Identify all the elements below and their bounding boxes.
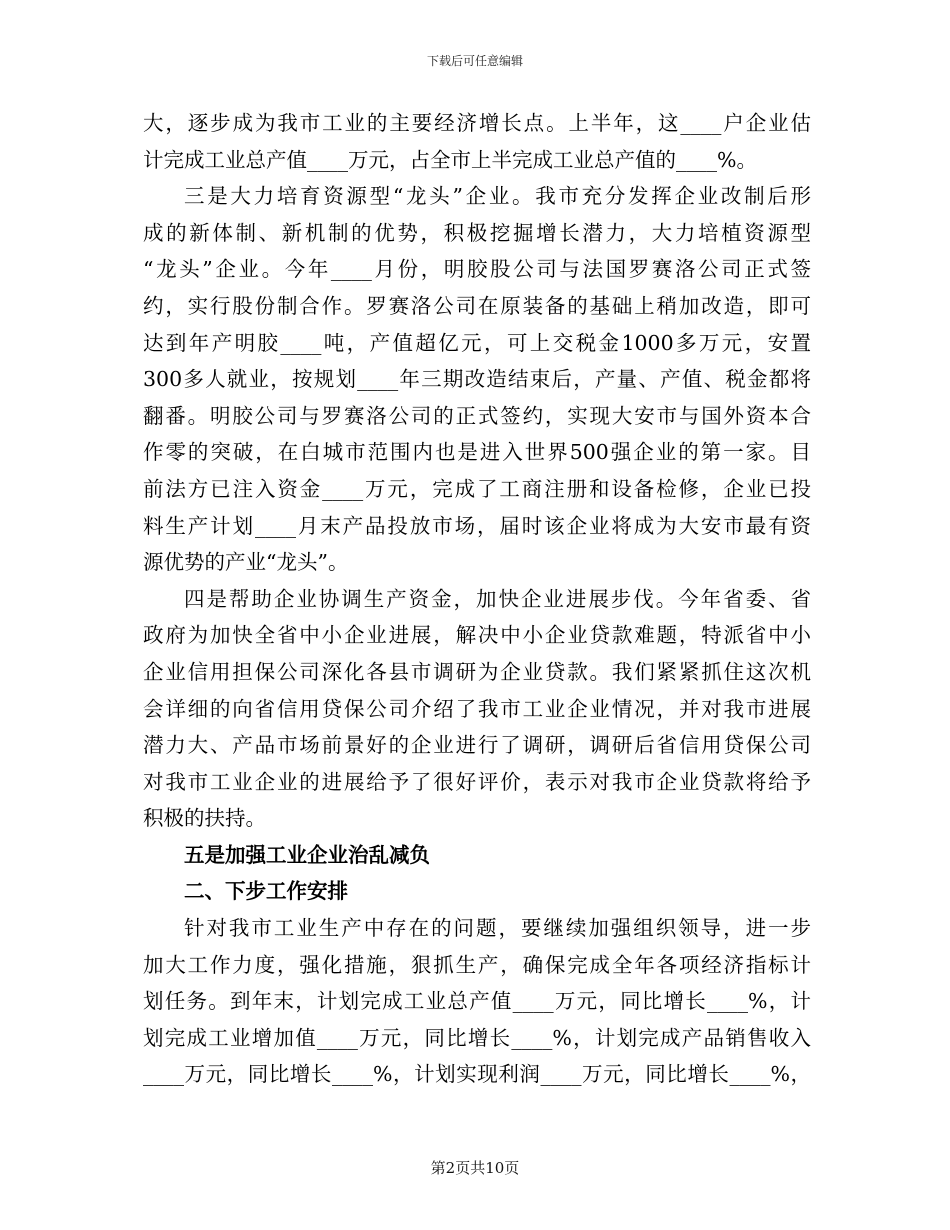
text-line: 300多人就业，按规划____年三期改造结束后，产量、产值、税金都将 [143,367,811,392]
page-footer: 第2页共10页 [430,1159,520,1177]
text-line: 企业信用担保公司深化各县市调研为企业贷款。我们紧紧抓住这次机 [143,659,811,684]
text-line: 针对我市工业生产中存在的问题，要继续加强组织领导，进一步 [184,916,811,941]
text-line: 前法方已注入资金____万元，完成了工商注册和设备检修，企业已投 [143,476,811,501]
text-line: 潜力大、产品市场前景好的企业进行了调研，调研后省信用贷保公司 [143,733,811,758]
text-line: 源优势的产业“龙头”。 [143,550,349,575]
text-line: 对我市工业企业的进展给予了很好评价，表示对我市企业贷款将给予 [143,769,811,794]
text-line: 料生产计划____月末产品投放市场，届时该企业将成为大安市最有资 [143,513,811,538]
text-line: 划完成工业增加值____万元，同比增长____%，计划完成产品销售收入 [143,1025,811,1050]
text-line: 达到年产明胶____吨，产值超亿元，可上交税金1000多万元，安置 [143,330,811,355]
text-line: 约，实行股份制合作。罗赛洛公司在原装备的基础上稍加改造，即可 [143,293,811,318]
text-line: 加大工作力度，强化措施，狠抓生产，确保完成全年各项经济指标计 [143,952,811,977]
text-line: 积极的扶持。 [143,806,266,831]
text-line: 成的新体制、新机制的优势，积极挖掘增长潜力，大力培植资源型 [143,220,811,245]
document-body [143,105,811,1093]
text-line: 会详细的向省信用贷保公司介绍了我市工业企业情况，并对我市进展 [143,696,811,721]
text-line: 翻番。明胶公司与罗赛洛公司的正式签约，实现大安市与国外资本合 [143,403,811,428]
text-line: 四是帮助企业协调生产资金，加快企业进展步伐。今年省委、省 [184,586,811,611]
text-line: 三是大力培育资源型“龙头”企业。我市充分发挥企业改制后形 [184,184,811,209]
section-heading: 五是加强工业企业治乱减负 [184,842,430,867]
text-line: 政府为加快全省中小企业进展，解决中小企业贷款难题，特派省中小 [143,623,811,648]
text-line: 作零的突破，在白城市范围内也是进入世界500强企业的第一家。目 [143,440,811,465]
section-heading: 二、下步工作安排 [184,879,348,904]
text-line: “龙头”企业。今年____月份，明胶股公司与法国罗赛洛公司正式签 [143,257,811,282]
page-header: 下载后可任意编辑 [426,54,523,68]
text-line: ____万元，同比增长____%，计划实现利润____万元，同比增长____%， [143,1062,811,1087]
text-line: 划任务。到年末，计划完成工业总产值____万元，同比增长____%，计 [143,989,811,1014]
text-line: 计完成工业总产值____万元，占全市上半完成工业总产值的____%。 [143,147,757,172]
text-line: 大，逐步成为我市工业的主要经济增长点。上半年，这____户企业估 [143,111,811,135]
